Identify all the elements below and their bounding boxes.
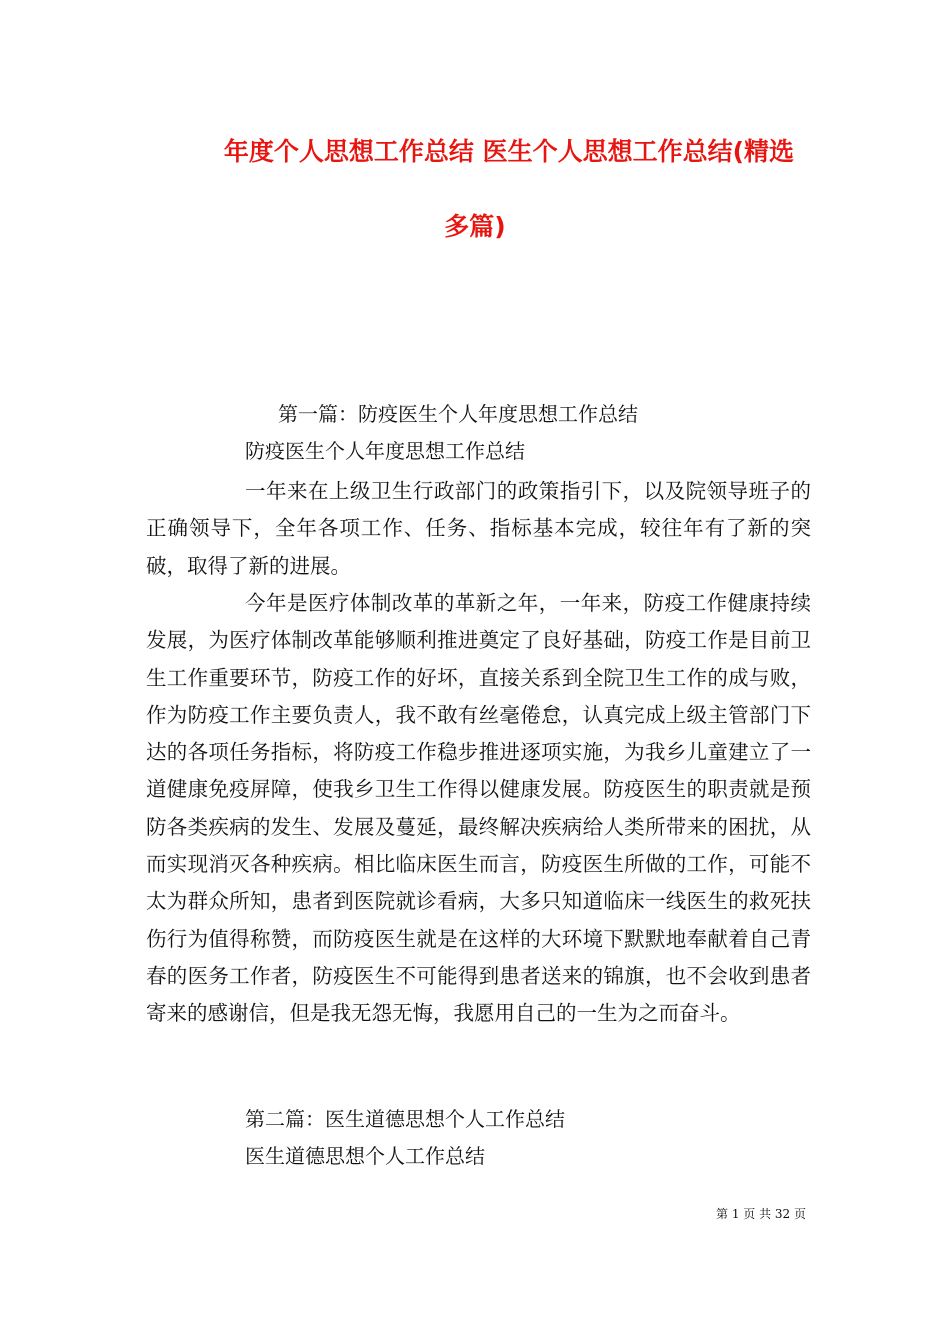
- section-2-subtitle: 医生道德思想个人工作总结: [245, 1144, 485, 1168]
- section-1-heading: 第一篇：防疫医生个人年度思想工作总结: [278, 402, 638, 426]
- section-1-paragraph-1: 一年来在上级卫生行政部门的政策指引下，以及院领导班子的正确领导下，全年各项工作、任务、指标基本完成，较往年有了新的突破，取得了新的进展。: [146, 479, 811, 578]
- section-1-subtitle: 防疫医生个人年度思想工作总结: [245, 439, 525, 463]
- section-2-heading: 第二篇：医生道德思想个人工作总结: [245, 1107, 565, 1131]
- section-1-paragraph-2: 今年是医疗体制改革的革新之年，一年来，防疫工作健康持续发展，为医疗体制改革能够顺利推进奠定了良好基础，防疫工作是目前卫生工作重要环节，防疫工作的好坏，直接关系到全院卫生工作的成与败，作为防疫工作主要负责人，我不敢有丝毫倦怠，认真完成上级主管部门下达的各项任务指标，将防疫工作稳步推进逐项实施，为我乡儿童建立了一道健康免疫屏障，使我乡卫生工作得以健康发展。防疫医生的职责就是预防各类疾病的发生、发展及蔓延，最终解决疾病给人类所带来的困扰，从而实现消灭各种疾病。相比临床医生而言，防疫医生所做的工作，可能不太为群众所知，患者到医院就诊看病，大多只知道临床一线医生的救死扶伤行为值得称赞，而防疫医生就是在这样的大环境下默默地奉献着自己青春的医务工作者，防疫医生不可能得到患者送来的锦旗，也不会收到患者寄来的感谢信，但是我无怨无悔，我愿用自己的一生为之而奋斗。: [146, 591, 811, 1026]
- document-title-line-1: 年度个人思想工作总结 医生个人思想工作总结(精选: [223, 137, 795, 166]
- document-title-line-2: 多篇): [444, 212, 506, 241]
- page-number-footer: 第 1 页 共 32 页: [716, 1207, 806, 1221]
